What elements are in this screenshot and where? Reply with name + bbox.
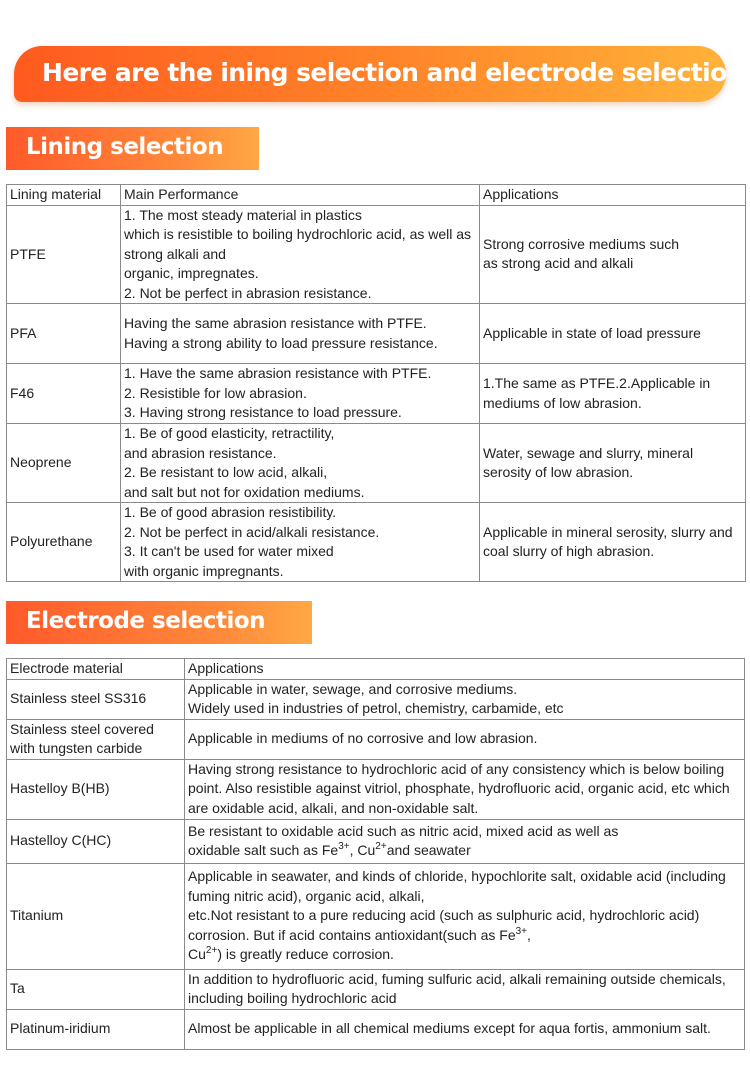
column-header: Lining material	[7, 185, 121, 206]
cu-superscript: 2+	[205, 945, 218, 957]
applications-cell: In addition to hydrofluoric acid, fuming sulfuric acid, alkali remaining outside chemicals, including boiling hydrochloric acid	[185, 969, 745, 1009]
performance-cell: 1. The most steady material in plastics which is resistible to boiling hydrochloric acid, as well as strong alkali and organic, impregnates. 2. Not be perfect in abrasion resistance.	[121, 205, 480, 304]
applications-cell: Water, sewage and slurry, mineral serosity of low abrasion.	[480, 424, 746, 503]
performance-cell: 1. Be of good abrasion resistibility. 2. Not be perfect in acid/alkali resistance. 3. It can't be used for water mixed with organic impregnants.	[121, 503, 480, 582]
applications-cell: Applicable in water, sewage, and corrosive mediums. Widely used in industries of petrol, chemistry, carbamide, etc	[185, 679, 745, 719]
applications-text: , Cu	[188, 926, 531, 963]
table-row	[7, 679, 745, 719]
material-cell: F46	[7, 364, 121, 424]
table-row	[7, 719, 745, 759]
performance-cell: 1. Have the same abrasion resistance with PTFE. 2. Resistible for low abrasion. 3. Having strong resistance to load pressure.	[121, 364, 480, 424]
cu-superscript: 2+	[375, 841, 387, 852]
material-cell: PFA	[7, 304, 121, 364]
table-row	[7, 969, 745, 1009]
applications-cell: Strong corrosive mediums such as strong acid and alkali	[480, 205, 746, 304]
table-header-row	[7, 185, 746, 206]
applications-text: oxidable salt such as Fe	[188, 842, 339, 858]
column-header: Applications	[185, 659, 745, 680]
lining-section-heading	[6, 127, 259, 170]
material-cell: Titanium	[7, 863, 185, 969]
table-row	[7, 364, 746, 424]
applications-text: , Cu	[349, 842, 376, 858]
material-cell: Stainless steel covered with tungsten carbide	[7, 719, 185, 759]
column-header: Electrode material	[7, 659, 185, 680]
applications-cell: Having strong resistance to hydrochloric acid of any consistency which is below boiling point. Also resistible against vitriol, phosphate, hydrofluoric acid, organic acid, etc which are oxidable acid, alkali, and non-oxidable salt.	[185, 759, 745, 819]
table-row	[7, 1009, 745, 1049]
material-cell: PTFE	[7, 205, 121, 304]
performance-cell: Having the same abrasion resistance with PTFE. Having a strong ability to load pressure resistance.	[121, 304, 480, 364]
electrode-section-heading	[6, 601, 312, 644]
material-cell: Stainless steel SS316	[7, 679, 185, 719]
electrode-heading-text: Electrode selection	[26, 608, 265, 634]
fe-superscript: 3+	[338, 841, 350, 852]
table-row	[7, 863, 745, 969]
applications-cell	[185, 863, 745, 969]
fe-superscript: 3+	[515, 925, 528, 937]
applications-cell: Applicable in state of load pressure	[480, 304, 746, 364]
lining-heading-text: Lining selection	[26, 134, 224, 160]
applications-cell: Applicable in mineral serosity, slurry and coal slurry of high abrasion.	[480, 503, 746, 582]
material-cell: Hastelloy C(HC)	[7, 819, 185, 863]
applications-text: ) is greatly reduce corrosion.	[217, 946, 394, 963]
column-header: Applications	[480, 185, 746, 206]
applications-cell: Applicable in mediums of no corrosive and low abrasion.	[185, 719, 745, 759]
applications-cell	[185, 819, 745, 863]
table-row	[7, 759, 745, 819]
table-row	[7, 503, 746, 582]
material-cell: Ta	[7, 969, 185, 1009]
material-cell: Polyurethane	[7, 503, 121, 582]
table-header-row	[7, 659, 745, 680]
table-row	[7, 819, 745, 863]
table-row	[7, 304, 746, 364]
banner-title: Here are the ining selection and electrode selection	[42, 58, 744, 87]
material-cell: Neoprene	[7, 424, 121, 503]
table-row	[7, 205, 746, 304]
electrode-table	[6, 658, 745, 1050]
material-cell: Platinum-iridium	[7, 1009, 185, 1049]
page-banner	[14, 46, 744, 102]
applications-text: Applicable in seawater, and kinds of chloride, hypochlorite salt, oxidable acid (including fuming nitric acid), organic acid, alkali, etc.Not resistant to a pure reducing acid (such as sulphuric acid, hydrochloric acid) corrosion. But if acid contains antioxidant(such as Fe	[188, 868, 726, 943]
applications-cell: 1.The same as PTFE.2.Applicable in mediums of low abrasion.	[480, 364, 746, 424]
material-cell: Hastelloy B(HB)	[7, 759, 185, 819]
applications-cell: Almost be applicable in all chemical mediums except for aqua fortis, ammonium salt.	[185, 1009, 745, 1049]
table-row	[7, 424, 746, 503]
applications-line: Be resistant to oxidable acid such as nitric acid, mixed acid as well as	[188, 822, 619, 839]
column-header: Main Performance	[121, 185, 480, 206]
performance-cell: 1. Be of good elasticity, retractility, and abrasion resistance. 2. Be resistant to low acid, alkali, and salt but not for oxidation mediums.	[121, 424, 480, 503]
applications-text: and seawater	[386, 842, 471, 858]
lining-table	[6, 184, 746, 582]
